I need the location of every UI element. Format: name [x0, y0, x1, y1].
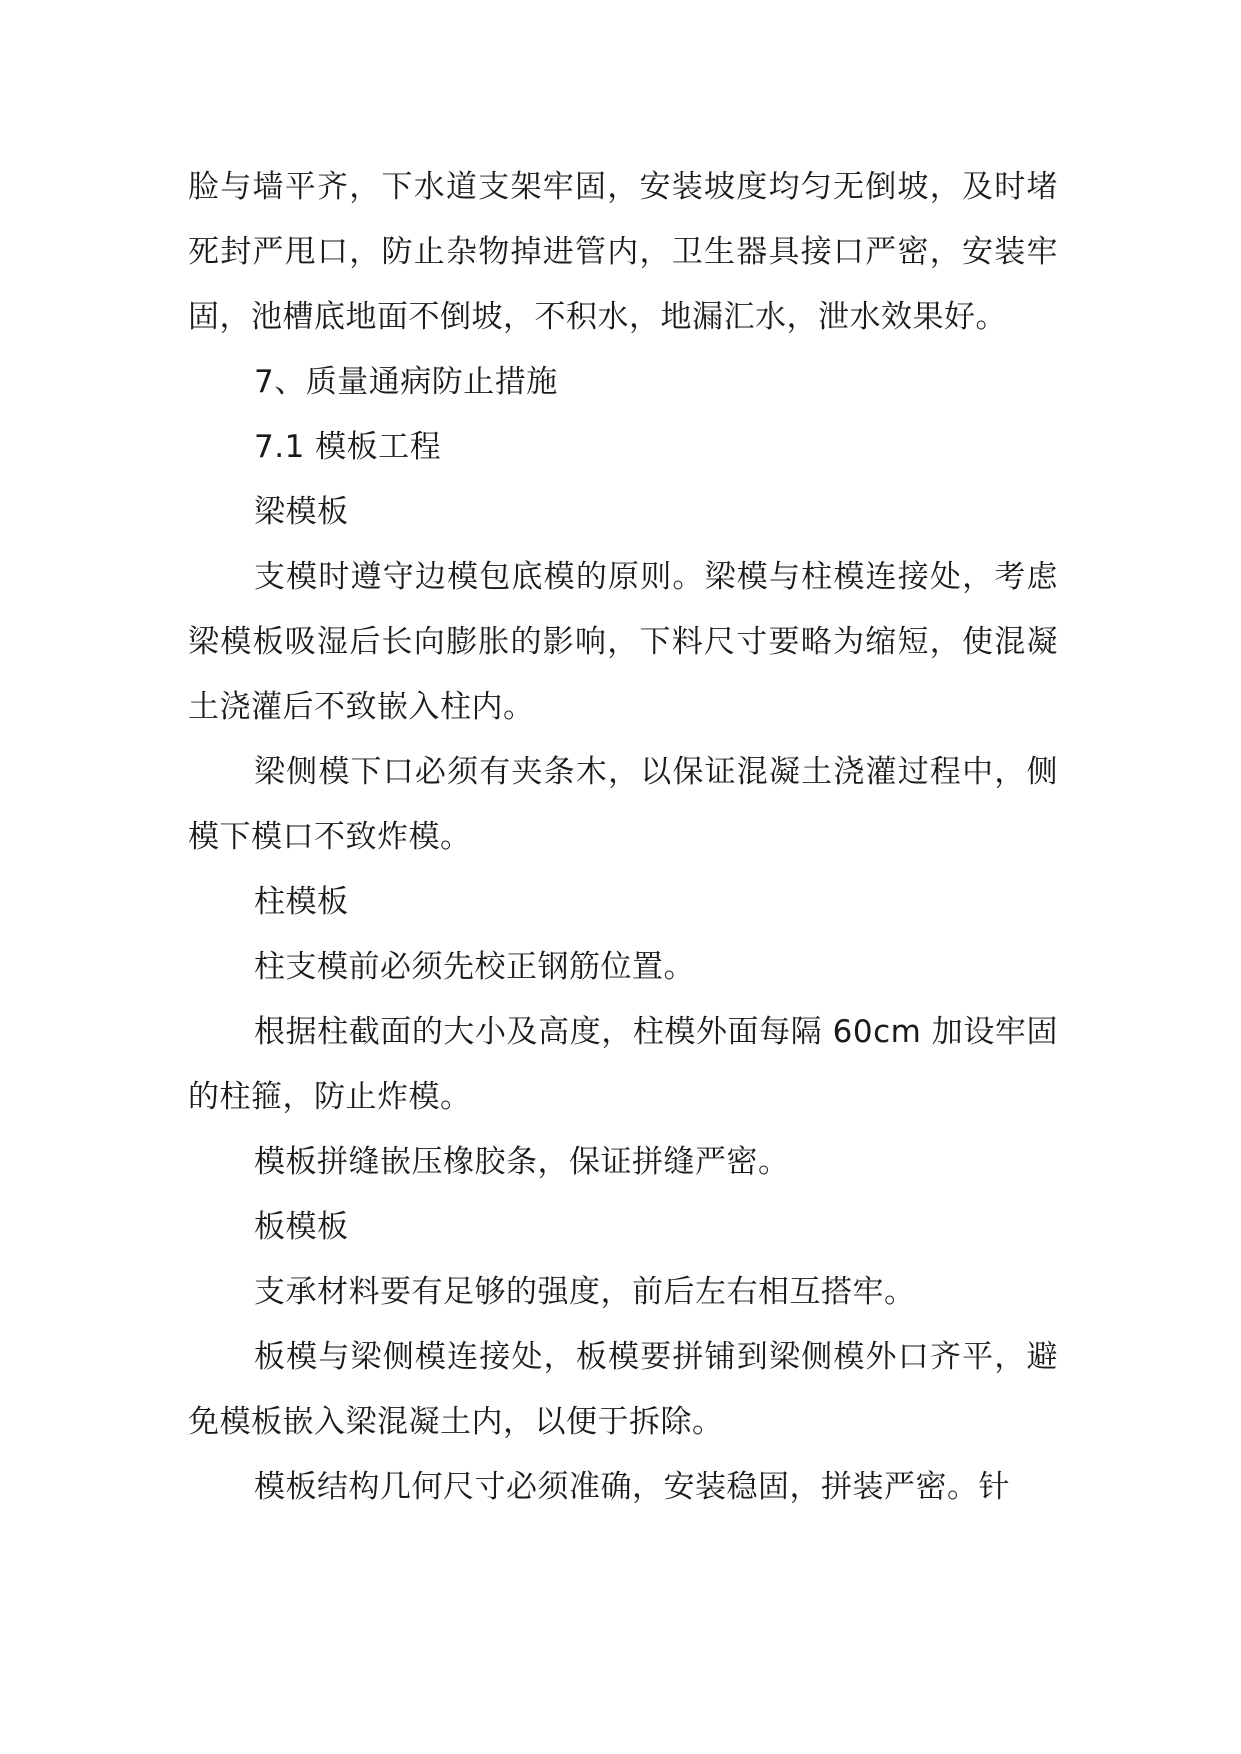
paragraph-form-seams: 模板拼缝嵌压橡胶条，保证拼缝严密。 — [254, 1144, 790, 1180]
paragraph-column-hoop: 根据柱截面的大小及高度，柱模外面每隔 60cm 加设牢固的柱箍，防止炸模。 — [188, 1014, 1058, 1115]
paragraph-continuation: 脸与墙平齐，下水道支架牢固，安装坡度均匀无倒坡，及时堵死封严甩口，防止杂物掉进管内，卫生器具接口严密，安装牢固，池槽底地面不倒坡，不积水，地漏汇水，泄水效果好。 — [188, 169, 1058, 335]
heading-slab-formwork: 板模板 — [254, 1209, 349, 1245]
subsection-heading-formwork: 7.1 模板工程 — [254, 429, 442, 465]
paragraph-beam-support: 支模时遵守边模包底模的原则。梁模与柱模连接处，考虑梁模板吸湿后长向膨胀的影响，下料尺寸要略为缩短，使混凝土浇灌后不致嵌入柱内。 — [188, 559, 1058, 725]
paragraph-form-structure: 模板结构几何尺寸必须准确，安装稳固，拼装严密。针 — [254, 1469, 1010, 1505]
heading-column-formwork: 柱模板 — [254, 884, 349, 920]
document-body — [188, 155, 1058, 1520]
paragraph-support-material: 支承材料要有足够的强度，前后左右相互搭牢。 — [254, 1274, 916, 1310]
paragraph-column-rebar: 柱支模前必须先校正钢筋位置。 — [254, 949, 695, 985]
paragraph-beam-side-form: 梁侧模下口必须有夹条木，以保证混凝土浇灌过程中，侧模下模口不致炸模。 — [188, 754, 1058, 855]
section-heading-quality-defects: 7、质量通病防止措施 — [254, 364, 558, 400]
paragraph-slab-beam-joint: 板模与梁侧模连接处，板模要拼铺到梁侧模外口齐平，避免模板嵌入梁混凝土内，以便于拆除。 — [188, 1339, 1058, 1440]
heading-beam-formwork: 梁模板 — [254, 494, 349, 530]
